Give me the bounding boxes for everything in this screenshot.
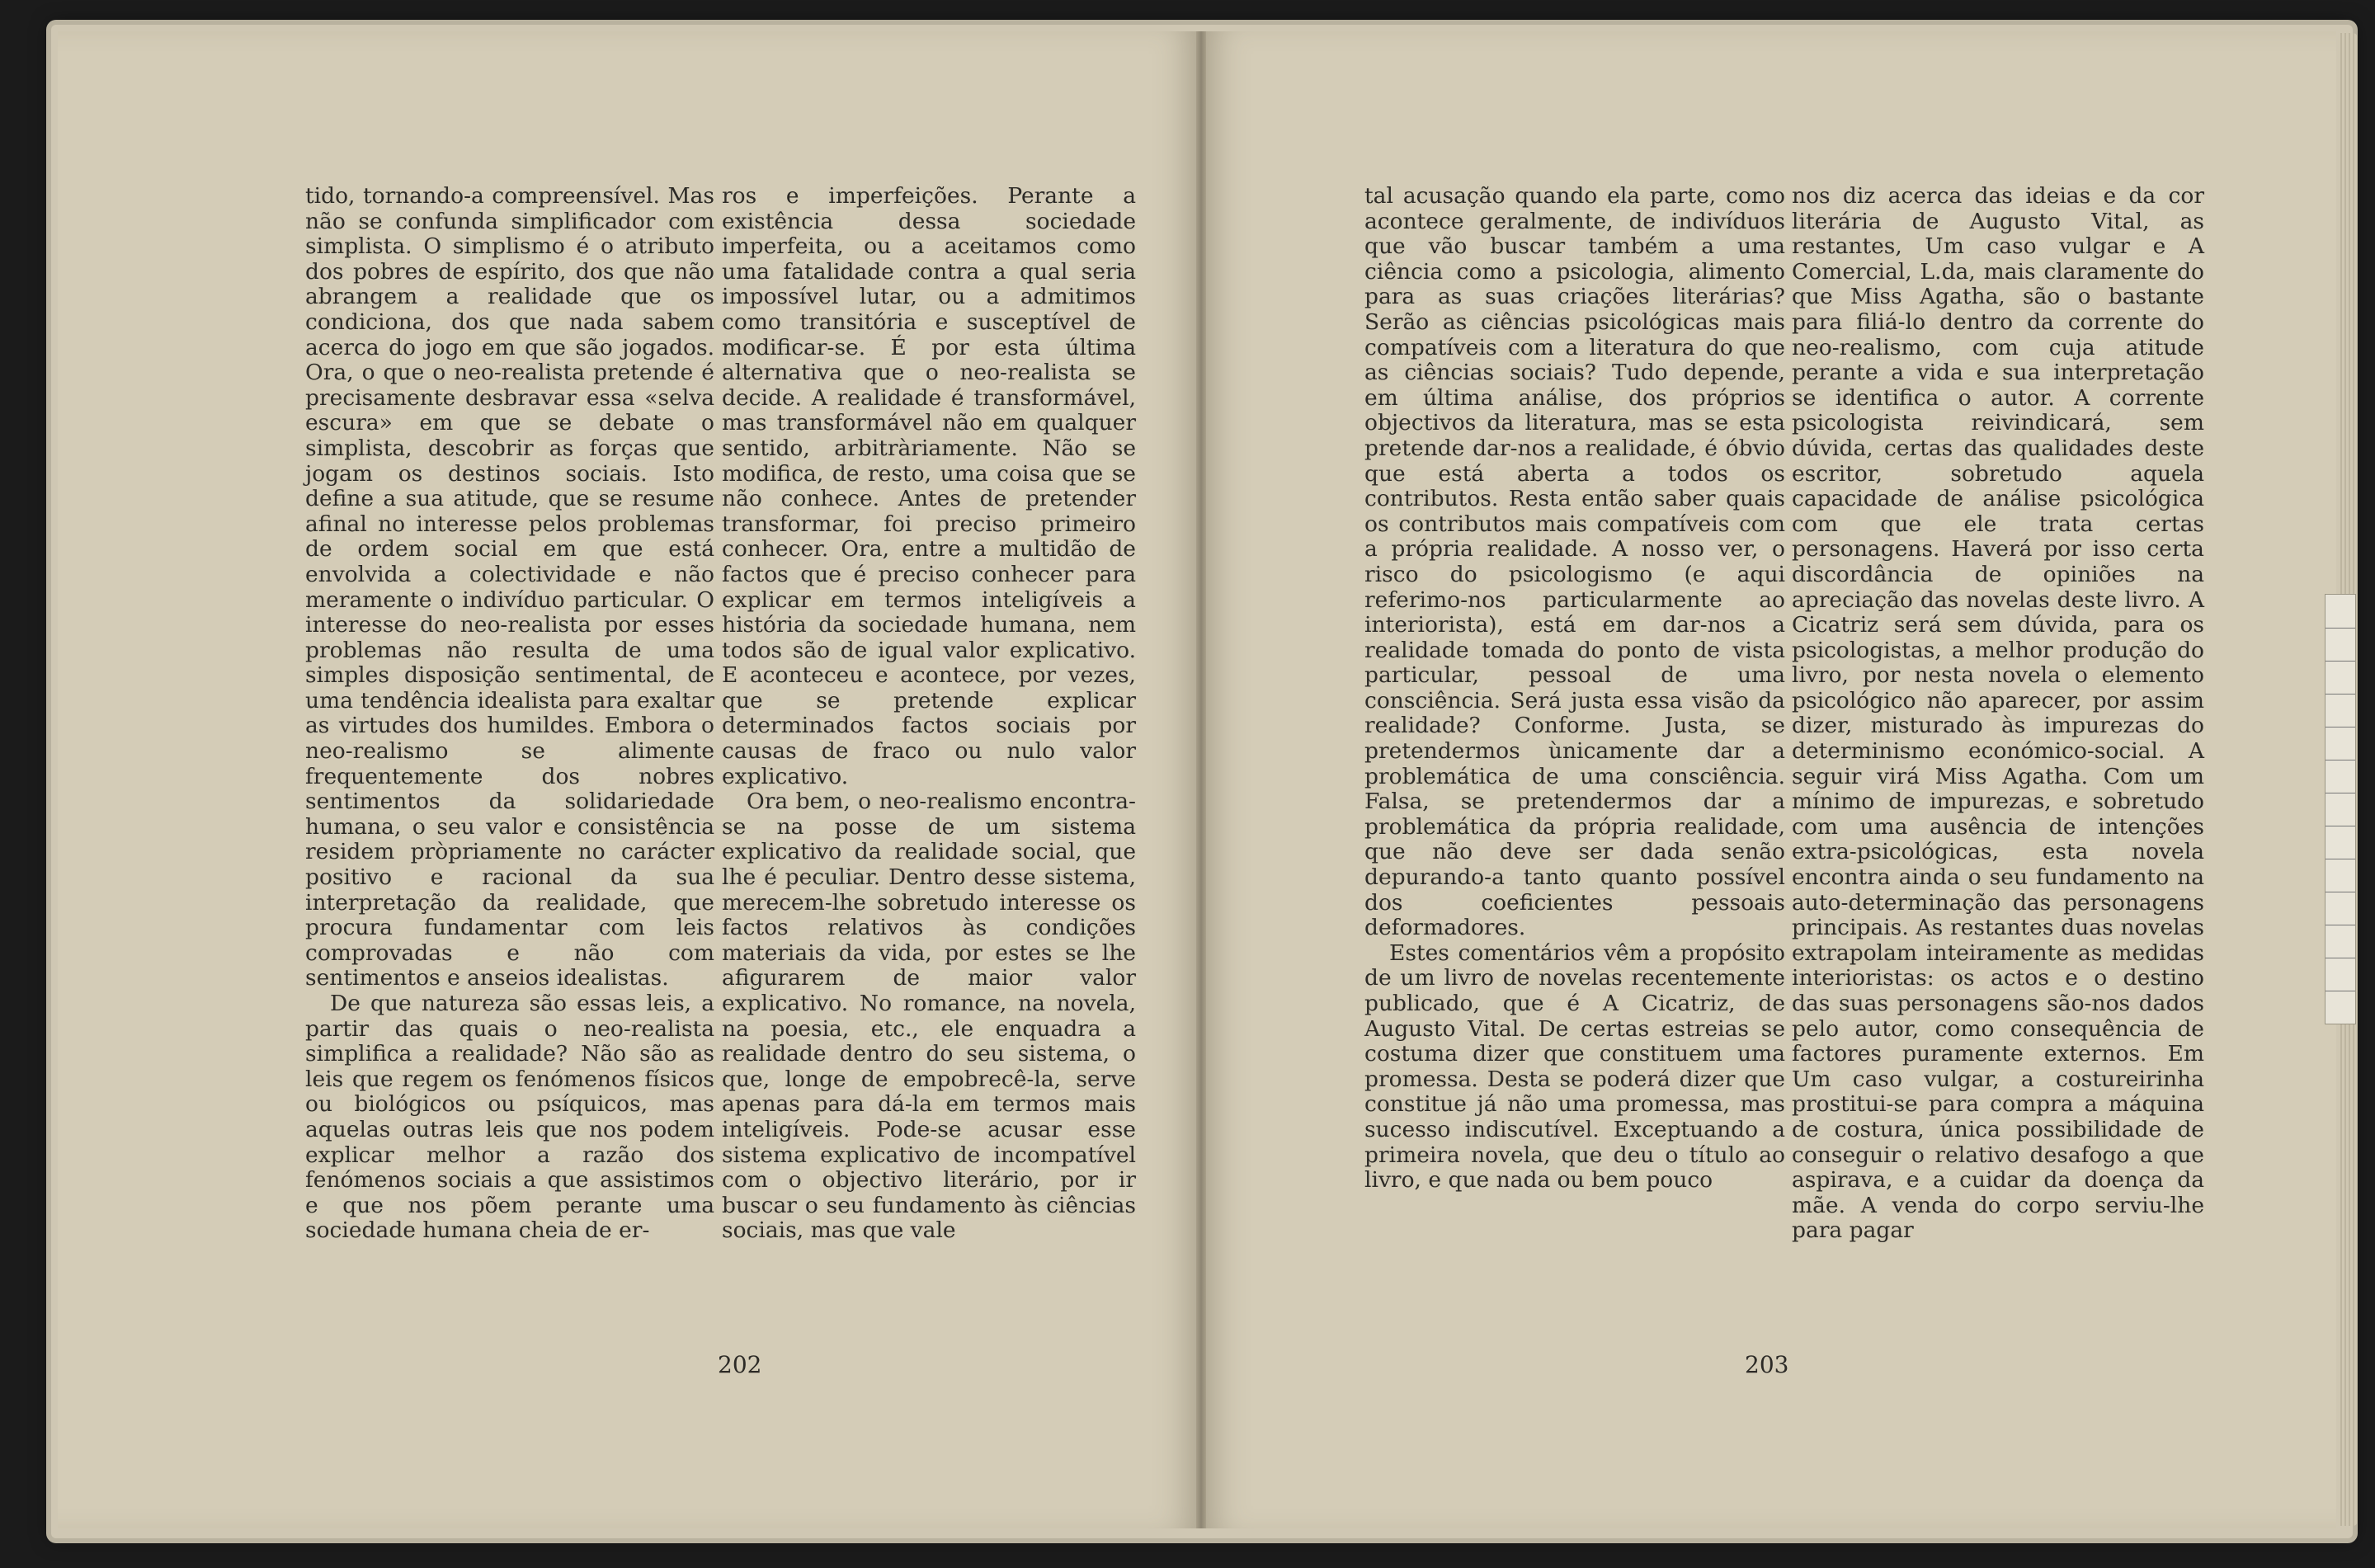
paragraph: Ora bem, o neo-realismo encontra-se na posse de um sistema explicativo da realidade social, que lhe é peculiar. Dentro desse sistema, merecem-lhe sobretudo interesse os factos relativos às condições materiais da vida, por estes se lhe afigurarem de maior valor explicativo. No romance, na novela, na poesia, etc., ele enquadra a realidade dentro do seu sistema, o que, longe de empobrecê-la, serve apenas para dá-la em termos mais inteligíveis. Pode-se acusar esse sistema explicativo de incompatível com o objectivo literário, por ir buscar o seu fundamento às ciências sociais, mas que vale xyxy=(722,789,1136,1244)
scale-ruler xyxy=(2325,594,2356,1024)
right-column-2 xyxy=(1792,184,2204,1244)
page-number-left: 202 xyxy=(718,1351,762,1378)
book-gutter xyxy=(1196,31,1206,1528)
paragraph: De que natureza são essas leis, a partir das quais o neo-realista simplifica a realidade? Não são as leis que regem os fenómenos físicos ou biológicos ou psíquicos, mas aquelas outras leis que nos podem explicar melhor a razão dos fenómenos sociais a que assistimos e que nos põem perante uma sociedade humana cheia de er- xyxy=(305,991,714,1244)
open-book xyxy=(51,25,2353,1538)
left-column-1 xyxy=(305,184,714,1244)
paragraph: Estes comentários vêm a propósito de um livro de novelas recentemente publicado, que é A Cicatriz, de Augusto Vital. De certas estreias se costuma dizer que constituem uma promessa. Desta se poderá dizer que constitue já não uma promessa, mas sucesso indiscutível. Exceptuando a primeira novela, que deu o título ao livro, e que nada ou bem pouco xyxy=(1364,939,1785,1194)
paragraph: ros e imperfeições. Perante a existência dessa sociedade imperfeita, ou a aceitamos como uma fatalidade contra a qual seria impossível lutar, ou a admitimos como transitória e susceptível de modificar-se. É por esta última alternativa que o neo-realista se decide. A realidade é transformável, mas transformável não em qualquer sentido, arbitràriamente. Não se modifica, de resto, uma coisa que se não conhece. Antes de pretender transformar, foi preciso primeiro conhecer. Ora, entre a multidão de factos que é preciso conhecer para explicar em termos inteligíveis a história da sociedade humana, nem todos são de igual valor explicativo. E aconteceu e acontece, por vezes, que se pretende explicar determinados factos sociais por causas de fraco ou nulo valor explicativo. xyxy=(722,183,1136,789)
page-number-right: 203 xyxy=(1745,1351,1789,1378)
left-column-2 xyxy=(722,184,1136,1244)
paragraph: tal acusação quando ela parte, como acontece geralmente, de indivíduos que vão buscar também a uma ciência como a psicologia, alimento para as suas criações literárias? Serão as ciências psicológicas mais compatíveis com a literatura do que as ciências sociais? Tudo depende, em última análise, dos próprios objectivos da literatura, mas se esta pretende dar-nos a realidade, é óbvio que está aberta a todos os contributos. Resta então saber quais os contributos mais compatíveis com a própria realidade. A nosso ver, o risco do psicologismo (e aqui referimo-nos particularmente ao interiorista), está em dar-nos a realidade tomada do ponto de vista particular, pessoal de uma consciência. Será justa essa visão da realidade? Conforme. Justa, se pretendermos ùnicamente dar a problemática de uma consciência. Falsa, se pretendermos dar a problemática da própria realidade, que não deve ser dada senão depurando-a tanto quanto possível dos coeficientes pessoais deformadores. xyxy=(1364,183,1785,941)
right-column-1 xyxy=(1364,184,1785,1194)
paragraph: tido, tornando-a compreensível. Mas não se confunda simplificador com simplista. O simplismo é o atributo dos pobres de espírito, dos que não abrangem a realidade que os condiciona, dos que nada sabem acerca do jogo em que são jogados. Ora, o que o neo-realista pretende é precisamente desbravar essa «selva escura» em que se debate o simplista, descobrir as forças que jogam os destinos sociais. Isto define a sua atitude, que se resume afinal no interesse pelos problemas de ordem social em que está envolvida a colectividade e não meramente o indivíduo particular. O interesse do neo-realista por esses problemas não resulta de uma simples disposição sentimental, de uma tendência idealista para exaltar as virtudes dos humildes. Embora o neo-realismo se alimente frequentemente dos nobres sentimentos da solidariedade humana, o seu valor e consistência residem pròpriamente no carácter positivo e racional da sua interpretação da realidade, que procura fundamentar com leis comprovadas e não com sentimentos e anseios idealistas. xyxy=(305,183,714,991)
left-page xyxy=(58,31,1196,1528)
paragraph: nos diz acerca das ideias e da cor literária de Augusto Vital, as restantes, Um caso vulgar e A Comercial, L.da, mais claramente do que Miss Agatha, são o bastante para filiá-lo dentro da corrente do neo-realismo, com cuja atitude perante a vida e sua interpretação se identifica o autor. A corrente psicologista reivindicará, sem dúvida, certas das qualidades deste escritor, sobretudo aquela capacidade de análise psicológica com que ele trata certas personagens. Haverá por isso certa discordância de opiniões na apreciação das novelas deste livro. A Cicatriz será sem dúvida, para os psicologistas, a melhor produção do livro, por nesta novela o elemento psicológico não aparecer, por assim dizer, misturado às impurezas do determinismo económico-social. A seguir virá Miss Agatha. Com um mínimo de impurezas, e sobretudo com uma ausência de intenções extra-psicológicas, esta novela encontra ainda o seu fundamento na auto-determinação das personagens principais. As restantes duas novelas extrapolam inteiramente as medidas interioristas: os actos e o destino das suas personagens são-nos dados pelo autor, como consequência de factores puramente externos. Em Um caso vulgar, a costureirinha prostitui-se para compra a máquina de costura, única possibilidade de conseguir o relativo desafogo a que aspirava, e a cuidar da doença da mãe. A venda do corpo serviu-lhe para pagar xyxy=(1792,183,2204,1244)
right-page xyxy=(1206,31,2336,1528)
